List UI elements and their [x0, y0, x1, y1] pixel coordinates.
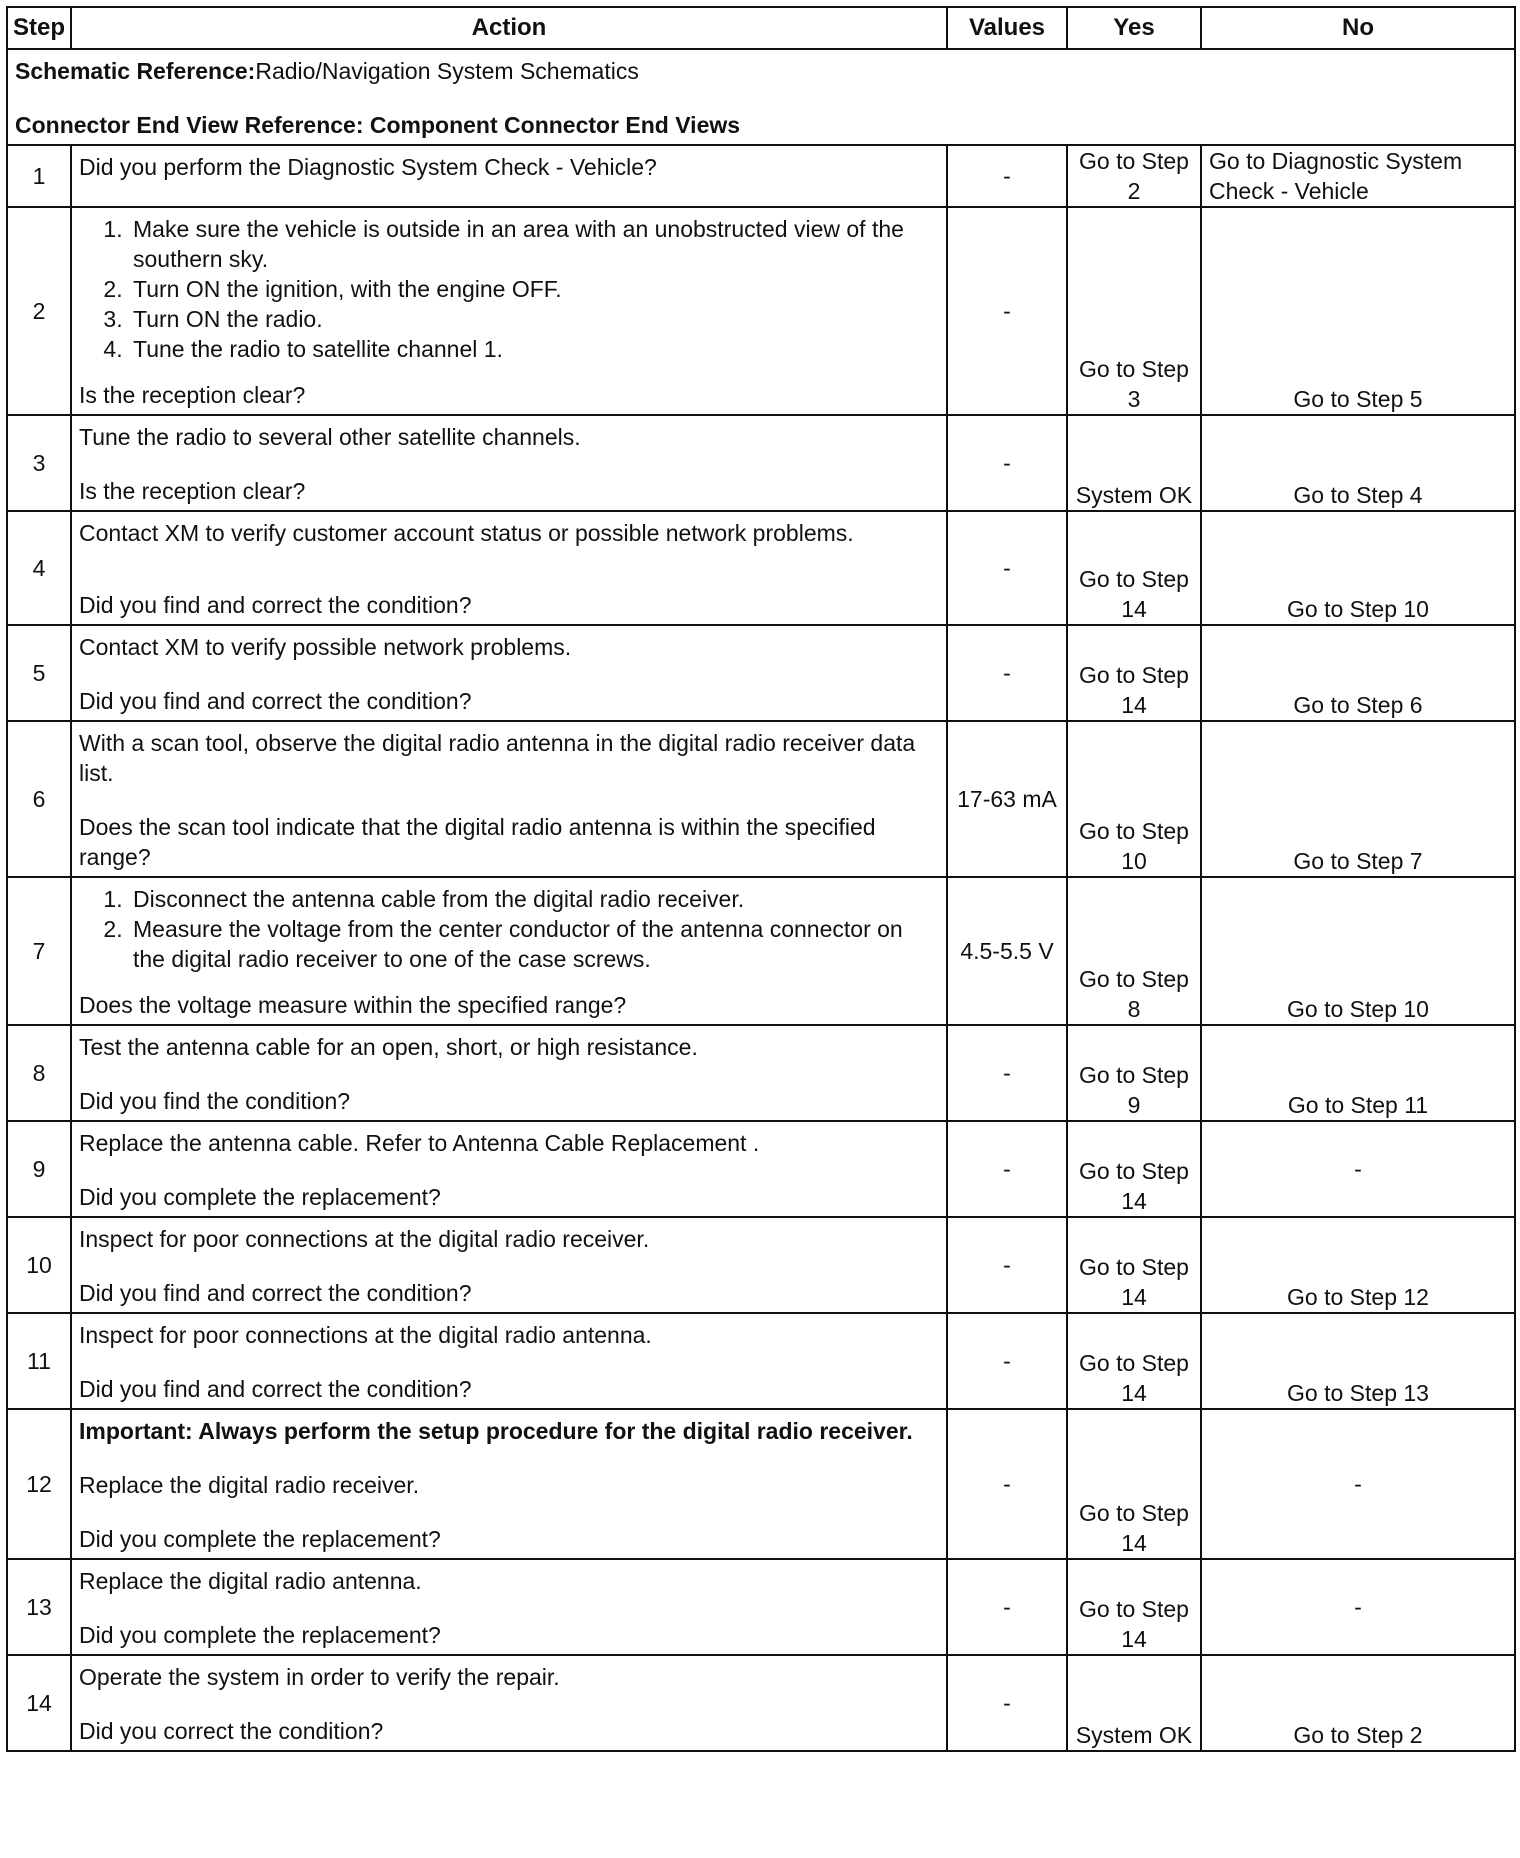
- schematic-reference: [15, 56, 1507, 86]
- step-number: 6: [7, 721, 71, 877]
- step-instruction: Test the antenna cable for an open, short, or high resistance.: [79, 1034, 698, 1060]
- step-number: 11: [7, 1313, 71, 1409]
- instruction-item: 3. Turn ON the radio.: [129, 304, 939, 334]
- step-no[interactable]: Go to Step 10: [1201, 877, 1515, 1025]
- step-values: -: [947, 1025, 1067, 1121]
- instruction-item: 2. Measure the voltage from the center conductor of the antenna connector on the digital radio receiver to one of the case screws.: [129, 914, 939, 974]
- step-yes[interactable]: Go to Step 14: [1067, 1409, 1201, 1559]
- step-values: -: [947, 1121, 1067, 1217]
- step-question: Is the reception clear?: [79, 382, 306, 408]
- step-values: -: [947, 1217, 1067, 1313]
- schematic-reference-link[interactable]: Radio/Navigation System Schematics: [255, 58, 639, 84]
- step-no[interactable]: Go to Step 5: [1201, 207, 1515, 415]
- table-row: [7, 145, 1515, 207]
- step-yes[interactable]: Go to Step 14: [1067, 1121, 1201, 1217]
- step-no: -: [1201, 1409, 1515, 1559]
- step-action: [71, 625, 947, 721]
- step-values: -: [947, 511, 1067, 625]
- step-action: [71, 1217, 947, 1313]
- step-question: Is the reception clear?: [79, 478, 306, 504]
- step-no[interactable]: Go to Step 11: [1201, 1025, 1515, 1121]
- step-values: -: [947, 1313, 1067, 1409]
- step-question: Did you correct the condition?: [79, 1718, 384, 1744]
- instruction-item: 2. Turn ON the ignition, with the engine OFF.: [129, 274, 939, 304]
- table-row: [7, 1025, 1515, 1121]
- step-instruction: Replace the antenna cable. Refer to Antenna Cable Replacement .: [79, 1130, 760, 1156]
- step-question: Did you find the condition?: [79, 1088, 351, 1114]
- step-number: 9: [7, 1121, 71, 1217]
- step-instruction: Tune the radio to several other satellite channels.: [79, 424, 581, 450]
- reference-row: [7, 49, 1515, 145]
- step-instruction: With a scan tool, observe the digital radio antenna in the digital radio receiver data list.: [79, 730, 916, 786]
- step-instruction: Contact XM to verify customer account status or possible network problems.: [79, 520, 854, 546]
- step-number: 14: [7, 1655, 71, 1751]
- step-number: 7: [7, 877, 71, 1025]
- step-yes[interactable]: System OK: [1067, 415, 1201, 511]
- step-question: Did you complete the replacement?: [79, 1622, 441, 1648]
- step-no[interactable]: Go to Diagnostic System Check - Vehicle: [1201, 145, 1515, 207]
- step-values: 17-63 mA: [947, 721, 1067, 877]
- important-note: Important: Always perform the setup procedure for the digital radio receiver.: [79, 1418, 913, 1444]
- table-row: [7, 625, 1515, 721]
- step-no[interactable]: Go to Step 13: [1201, 1313, 1515, 1409]
- step-values: -: [947, 1655, 1067, 1751]
- step-values: -: [947, 1409, 1067, 1559]
- step-instruction: Inspect for poor connections at the digital radio receiver.: [79, 1226, 650, 1252]
- step-yes[interactable]: Go to Step 14: [1067, 625, 1201, 721]
- step-no[interactable]: Go to Step 2: [1201, 1655, 1515, 1751]
- step-no: -: [1201, 1121, 1515, 1217]
- table-row: [7, 1559, 1515, 1655]
- header-yes: Yes: [1067, 7, 1201, 49]
- table-row: [7, 511, 1515, 625]
- step-no: -: [1201, 1559, 1515, 1655]
- step-action: [71, 145, 947, 207]
- header-values: Values: [947, 7, 1067, 49]
- step-values: 4.5-5.5 V: [947, 877, 1067, 1025]
- spacer: [79, 548, 939, 578]
- step-yes[interactable]: Go to Step 8: [1067, 877, 1201, 1025]
- step-no[interactable]: Go to Step 7: [1201, 721, 1515, 877]
- diagnostic-page: [6, 6, 1514, 1752]
- step-question: Did you complete the replacement?: [79, 1184, 441, 1210]
- header-no: No: [1201, 7, 1515, 49]
- step-action: [71, 1313, 947, 1409]
- step-instruction: Replace the digital radio antenna.: [79, 1568, 422, 1594]
- step-instructions: [79, 214, 939, 364]
- step-question: Does the voltage measure within the specified range?: [79, 992, 627, 1018]
- step-number: 8: [7, 1025, 71, 1121]
- table-row: [7, 721, 1515, 877]
- table-row: [7, 207, 1515, 415]
- diagnostic-table: [6, 6, 1516, 1752]
- step-yes[interactable]: Go to Step 14: [1067, 511, 1201, 625]
- step-action: [71, 1121, 947, 1217]
- step-action: [71, 207, 947, 415]
- instruction-item: 1. Make sure the vehicle is outside in an area with an unobstructed view of the southern sky.: [129, 214, 939, 274]
- step-number: 2: [7, 207, 71, 415]
- step-values: -: [947, 145, 1067, 207]
- step-no[interactable]: Go to Step 6: [1201, 625, 1515, 721]
- step-yes[interactable]: Go to Step 14: [1067, 1217, 1201, 1313]
- step-instruction: Contact XM to verify possible network problems.: [79, 634, 572, 660]
- step-no[interactable]: Go to Step 10: [1201, 511, 1515, 625]
- step-instruction: Inspect for poor connections at the digital radio antenna.: [79, 1322, 652, 1348]
- step-yes[interactable]: Go to Step 14: [1067, 1313, 1201, 1409]
- step-action: [71, 877, 947, 1025]
- step-values: -: [947, 415, 1067, 511]
- step-question: Did you find and correct the condition?: [79, 688, 472, 714]
- schematic-reference-label: Schematic Reference:: [15, 58, 256, 84]
- step-question: Did you complete the replacement?: [79, 1526, 441, 1552]
- step-action: [71, 511, 947, 625]
- table-row: [7, 1655, 1515, 1751]
- step-action: [71, 415, 947, 511]
- connector-reference[interactable]: Connector End View Reference: Component Connector End Views: [15, 112, 741, 138]
- step-instruction: Operate the system in order to verify the repair.: [79, 1664, 560, 1690]
- step-values: -: [947, 1559, 1067, 1655]
- step-yes[interactable]: Go to Step 3: [1067, 207, 1201, 415]
- step-yes[interactable]: Go to Step 2: [1067, 145, 1201, 207]
- step-action: [71, 1559, 947, 1655]
- step-question: Did you find and correct the condition?: [79, 1376, 472, 1402]
- step-yes[interactable]: System OK: [1067, 1655, 1201, 1751]
- table-row: [7, 1409, 1515, 1559]
- step-no[interactable]: Go to Step 12: [1201, 1217, 1515, 1313]
- step-action: [71, 1655, 947, 1751]
- table-row: [7, 1217, 1515, 1313]
- table-row: [7, 1121, 1515, 1217]
- step-number: 4: [7, 511, 71, 625]
- step-no[interactable]: Go to Step 4: [1201, 415, 1515, 511]
- table-row: [7, 877, 1515, 1025]
- table-row: [7, 1313, 1515, 1409]
- step-values: -: [947, 625, 1067, 721]
- step-yes[interactable]: Go to Step 9: [1067, 1025, 1201, 1121]
- step-question: Did you perform the Diagnostic System Check - Vehicle?: [79, 154, 657, 180]
- step-yes[interactable]: Go to Step 14: [1067, 1559, 1201, 1655]
- step-number: 12: [7, 1409, 71, 1559]
- table-row: [7, 415, 1515, 511]
- instruction-item: 4. Tune the radio to satellite channel 1.: [129, 334, 939, 364]
- step-instruction: Replace the digital radio receiver.: [79, 1472, 420, 1498]
- step-question: Did you find and correct the condition?: [79, 592, 472, 618]
- header-row: [7, 7, 1515, 49]
- step-values: -: [947, 207, 1067, 415]
- step-number: 1: [7, 145, 71, 207]
- header-step: Step: [7, 7, 71, 49]
- reference-cell: [7, 49, 1515, 145]
- step-instructions: [79, 884, 939, 974]
- step-yes[interactable]: Go to Step 10: [1067, 721, 1201, 877]
- step-number: 10: [7, 1217, 71, 1313]
- step-action: [71, 721, 947, 877]
- instruction-item: 1. Disconnect the antenna cable from the digital radio receiver.: [129, 884, 939, 914]
- step-action: [71, 1025, 947, 1121]
- step-number: 5: [7, 625, 71, 721]
- step-action: [71, 1409, 947, 1559]
- header-action: Action: [71, 7, 947, 49]
- step-number: 3: [7, 415, 71, 511]
- step-question: Did you find and correct the condition?: [79, 1280, 472, 1306]
- step-question: Does the scan tool indicate that the digital radio antenna is within the specified range?: [79, 814, 876, 870]
- step-number: 13: [7, 1559, 71, 1655]
